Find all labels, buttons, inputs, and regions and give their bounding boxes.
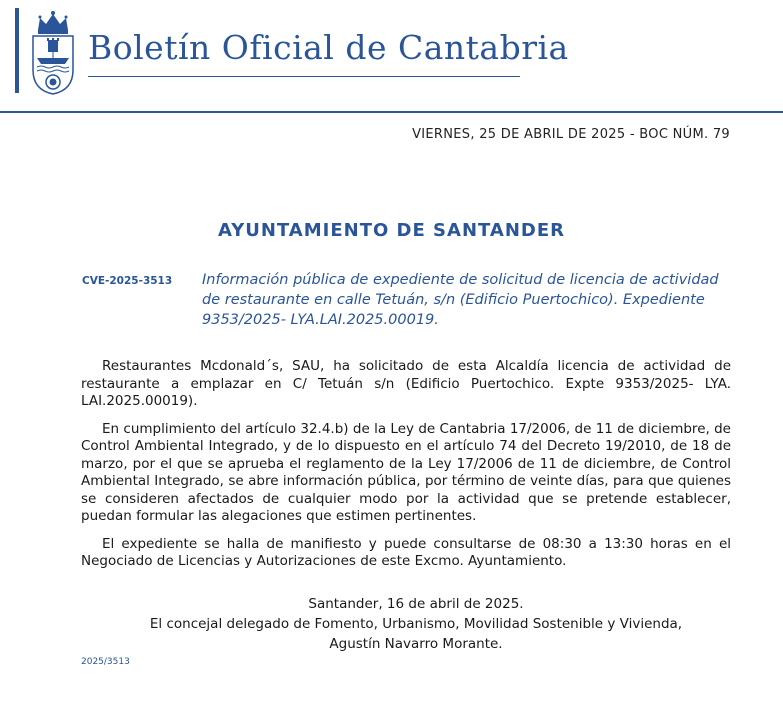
signature-role: El concejal delegado de Fomento, Urbanismo, Movilidad Sostenible y Vivienda, (149, 616, 683, 632)
header-divider (0, 111, 783, 113)
issue-date-line: VIERNES, 25 DE ABRIL DE 2025 - BOC NÚM. 79 (412, 127, 730, 142)
signature-place-date: Santander, 16 de abril de 2025. (308, 596, 524, 612)
signature-block (81, 594, 751, 654)
title-underline (88, 76, 520, 77)
signature-name: Agustín Navarro Morante. (329, 636, 503, 652)
body-paragraph: En cumplimiento del artículo 32.4.b) de la Ley de Cantabria 17/2006, de 11 de diciembre, de Control Ambiental Integrado, y de lo dispuesto en el artículo 74 del Decreto 19/2010, de 18 de marzo, por el que se aprueba el reglamento de la Ley 17/2006 de 11 de diciembre, de Control Ambiental Integrado, se abre información pública, por término de veinte días, para que quienes se consideren afectados de cualquier modo por la actividad que se pretende establecer, puedan formular las alegaciones que estimen pertinentes. (81, 420, 731, 524)
bulletin-title: Boletín Oficial de Cantabria (88, 28, 569, 67)
institution-heading: AYUNTAMIENTO DE SANTANDER (218, 220, 565, 241)
announcement-summary: Información pública de expediente de solicitud de licencia de actividad de restaurante en calle Tetuán, s/n (Edificio Puertochico). Expediente 9353/2025- LYA.LAI.2025.00019. (202, 272, 719, 328)
cantabria-coat-of-arms-icon (28, 8, 78, 96)
document-reference: 2025/3513 (81, 657, 130, 667)
body-paragraph: El expediente se halla de manifiesto y puede consultarse de 08:30 a 13:30 horas en el Negociado de Licencias y Autorizaciones de este Excmo. Ayuntamiento. (81, 535, 731, 569)
announcement-body (81, 358, 731, 581)
body-paragraph: Restaurantes Mcdonald´s, SAU, ha solicitado de esta Alcaldía licencia de actividad de restaurante a emplazar en C/ Tetuán s/n (Edificio Puertochico. Expte 9353/2025- LYA. LAI.2025.00019). (81, 358, 731, 409)
cve-code: CVE-2025-3513 (82, 275, 173, 287)
header-accent-bar (15, 8, 19, 93)
